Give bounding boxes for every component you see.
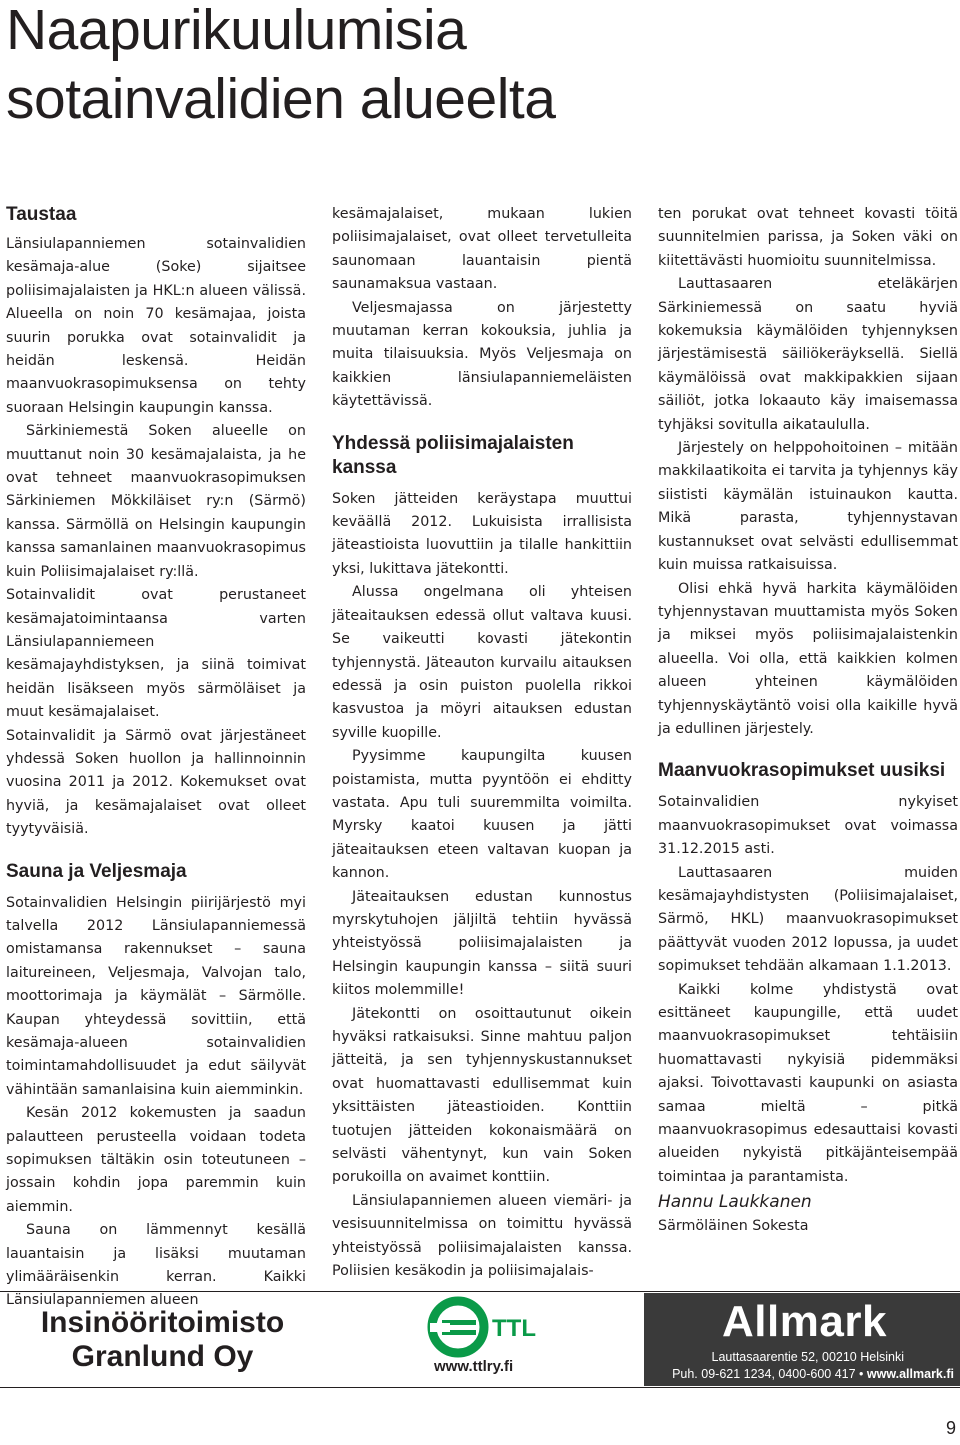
paragraph: Kesän 2012 kokemusten ja saadun palautteen perusteella voidaan todeta sopimuksen tältäkin osin toteutuneen – jossain kohdin jopa paremmin kuin aiemmin. [6,1105,306,1215]
paragraph: Pyysimme kaupungilta kuusen poistamista, mutta pyyntöön ei ehditty vastata. Apu tuli suuremmilta voimilta. Myrsky kaatoi kuusen ja jätti jäteaitauksen eteen valtavan kuopan ja kannon. [332,748,632,882]
paragraph: Länsiulapanniemen alueen viemäri- ja vesisuunnitelmissa on toimittu hyvässä yhteistyössä poliisimajalaisten kanssa. Poliisien kesäkodin ja poliisimajalais- [332,1192,632,1280]
ttl-logo [404,1292,574,1358]
allmark-phone: Puh. 09-621 1234, 0400-600 417 [672,1367,856,1381]
granlund-line-1: Insinööritoimisto [40,1305,285,1339]
page-title [6,0,555,134]
paragraph: Jätekontti on osoittautunut oikein hyväksi ratkaisuksi. Sinne mahtuu paljon jätteitä, ja sen tyhjennyskustannukset ovat huomattavasti edullisemmat kuin yksittäisten jäteastioiden. Konttiin tuotujen jätteiden kokonaismäärä on selvästi vähentynyt, kun vain Soken porukoilla on avaimet konttiin. [332,1005,632,1186]
paragraph: Soken jätteiden keräystapa muuttui keväällä 2012. Lukuisista irrallisista jäteastioista luovuttiin ja tilalle hankittiin yksi, lukittava jätekontti. [332,490,632,577]
paragraph: Lauttasaaren muiden kesämajayhdistysten (Poliisimajalaiset, Särmö, HKL) maanvuokrasopimukset päättyvät vuoden 2012 lopussa, ja uudet sopimukset tehdään alkamaan 1.1.2013. [658,864,958,975]
paragraph: Lauttasaaren eteläkärjen Särkiniemessä on saatu hyviä kokemuksia käymälöiden tyhjennyksen järjestämisestä säiliökeräyksellä. Siellä käymälöissä ovat makkipakkien sijaan säiliöt, jotka lokaauto käy imaisemassa tyhjäksi sovitulla aikataululla. [658,276,958,433]
paragraph: kesämajalaiset, mukaan lukien poliisimajalaiset, ovat olleet tervetulleita saunomaan lauantaisin pientä saunamaksua vastaan. [332,206,632,293]
column-1 [6,203,306,1313]
paragraph: ten porukat ovat tehneet kovasti töitä suunnitelmien parissa, ja Soken väki on kiitettävästi huomioitu suunnitelmissa. [658,206,958,269]
paragraph: Sotainvalidit ja Särmö ovat järjestäneet yhdessä Soken huollon ja hallinnoinnin vuosina 2011 ja 2012. Kokemukset ovat hyviä, ja kesämajalaiset ovat olleet tyytyväisiä. [6,727,306,838]
paragraph: Veljesmajassa on järjestetty muutaman kerran kokouksia, juhlia ja muita tilaisuuksia. Myös Veljesmaja on kaikkien länsiulapanniemeläisten käytettävissä. [332,299,632,410]
column-2 [332,203,632,1283]
paragraph: Alussa ongelmana oli yhteisen jäteaitauksen edessä ollut valtava kuusi. Se vaikeutti kovasti jätekontin tyhjennystä. Jäteauton kurvailu aitauksen edessä ja osin puiston puolella rikkoi kasvustoa ja möyri aitauksen edustan syville kuopille. [332,584,632,741]
ad-granlund [0,1292,325,1387]
paragraph: Sotainvalidien Helsingin piirijärjestö myi talvella 2012 Länsiulapanniemessä omistamansa rakennukset – sauna laitureineen, Veljesmaja, Valvojan talo, moottorimaja ja käymälät – Särmölle. Kaupan yhteydessä sovittiin, että kesämaja-alueen sotainvalidien toimintamahdollisuudet ja edut säilyvät vähintään samanlaisina kuin aiemminkin. [6,894,306,1098]
page-number: 9 [945,1418,956,1438]
paragraph: Kaikki kolme yhdistystä ovat esittäneet kaupungille, että uudet maanvuokrasopimukset tehtäisiin huomattavasti nykyisiä pidemmäksi ajaksi. Toivottavasti kaupunki on asiasta samaa mieltä – pitkä maanvuokrasopimus edesauttaisi kovasti alueiden nykyistä pitkäjänteisempää toimintaa ja parantamista. [658,981,958,1185]
allmark-address: Lauttasaarentie 52, 00210 Helsinki [711,1350,904,1364]
author-name: Hannu Laukkanen [658,1192,812,1213]
author-role: Särmöläinen Sokesta [658,1218,809,1235]
paragraph: Jäteaitauksen edustan kunnostus myrskytuhojen jäljiltä tehtiin hyvässä yhteistyössä poliisimajalaisten ja Helsingin kaupungin kanssa – siitä suuri kiitos molemmille! [332,888,632,999]
paragraph: Sauna on lämmennyt kesällä lauantaisin ja lisäksi muutaman ylimääräisenkin kerran. Kaikki Länsiulapanniemen alueen [6,1222,306,1309]
heading-maanvuokrasopimukset-uusiksi: Maanvuokrasopimukset uusiksi [658,760,946,782]
ttl-url[interactable]: www.ttlry.fi [434,1358,514,1375]
paragraph: Olisi ehkä hyvä harkita käymälöiden tyhjennystavan muuttamista myös Soken ja miksei myös poliisimajalaistenkin alueella. Voi olla, että kaikkien kolmen alueen yhteinen käymälöiden tyhjennyskäytäntö voisi olla kaikille hyvä ja edullinen järjestely. [658,580,958,737]
granlund-line-2: Granlund Oy [71,1339,254,1373]
heading-taustaa: Taustaa [6,204,77,225]
allmark-contact [672,1366,954,1382]
allmark-url[interactable]: www.allmark.fi [866,1367,954,1381]
ad-allmark [644,1293,960,1386]
paragraph: Länsiulapanniemen sotainvalidien kesämaja-alue (Soke) sijaitsee poliisimajalaisten ja HKL:n alueen välissä. Alueella on noin 70 kesämajaa, joista suurin porukka ovat sotainvalidit ja heidän leskensä. Heidän maanvuokrasopimuksensa on tehty suoraan Helsingin kaupungin kanssa. [6,236,306,416]
column-3 [658,203,958,1237]
title-line-1: Naapurikuulumisia [6,0,467,62]
title-line-2: sotainvalidien alueelta [6,67,556,131]
heading-sauna-ja-veljesmaja: Sauna ja Veljesmaja [6,860,187,882]
paragraph: Järjestely on helppohoitoinen – mitään makkilaatikoita ei tarvita ja tyhjennys käy siististi käymälän istuinaukon kautta. Mikä parasta, tyhjennystavan kustannukset ovat selvästi edullisemmat kuin muissa ratkaisuissa. [658,440,958,574]
heading-yhdessa-poliisimajalaisten-kanssa: Yhdessä poliisimajalaisten kanssa [332,432,574,478]
paragraph: Sotainvalidien nykyiset maanvuokrasopimukset ovat voimassa 31.12.2015 asti. [658,794,958,858]
paragraph: Särkiniemestä Soken alueelle on muuttanut noin 30 kesämajalaista, ja he ovat tehneet maanvuokrasopimuksen Särkiniemen Mökkiläiset ry:n (Särmö) kanssa. Särmöllä on Helsingin kaupungin kanssa samanlainen maanvuokrasopimus kuin Poliisimajalaiset ry:llä. [6,423,306,580]
advertisement-band [0,1291,960,1388]
allmark-separator: • [859,1367,864,1381]
ad-ttl [404,1292,574,1387]
ttl-logo-text: TTL [492,1315,536,1342]
allmark-brand: Allmark [722,1297,887,1346]
paragraph: Sotainvalidit ovat perustaneet kesämajatoimintaansa varten Länsiulapanniemeen kesämajayhdistyksen, ja siinä toimivat heidän lisäkseen myös särmöläiset ja muut kesämajalaiset. [6,587,306,721]
ttl-logo-gap [430,1323,450,1332]
